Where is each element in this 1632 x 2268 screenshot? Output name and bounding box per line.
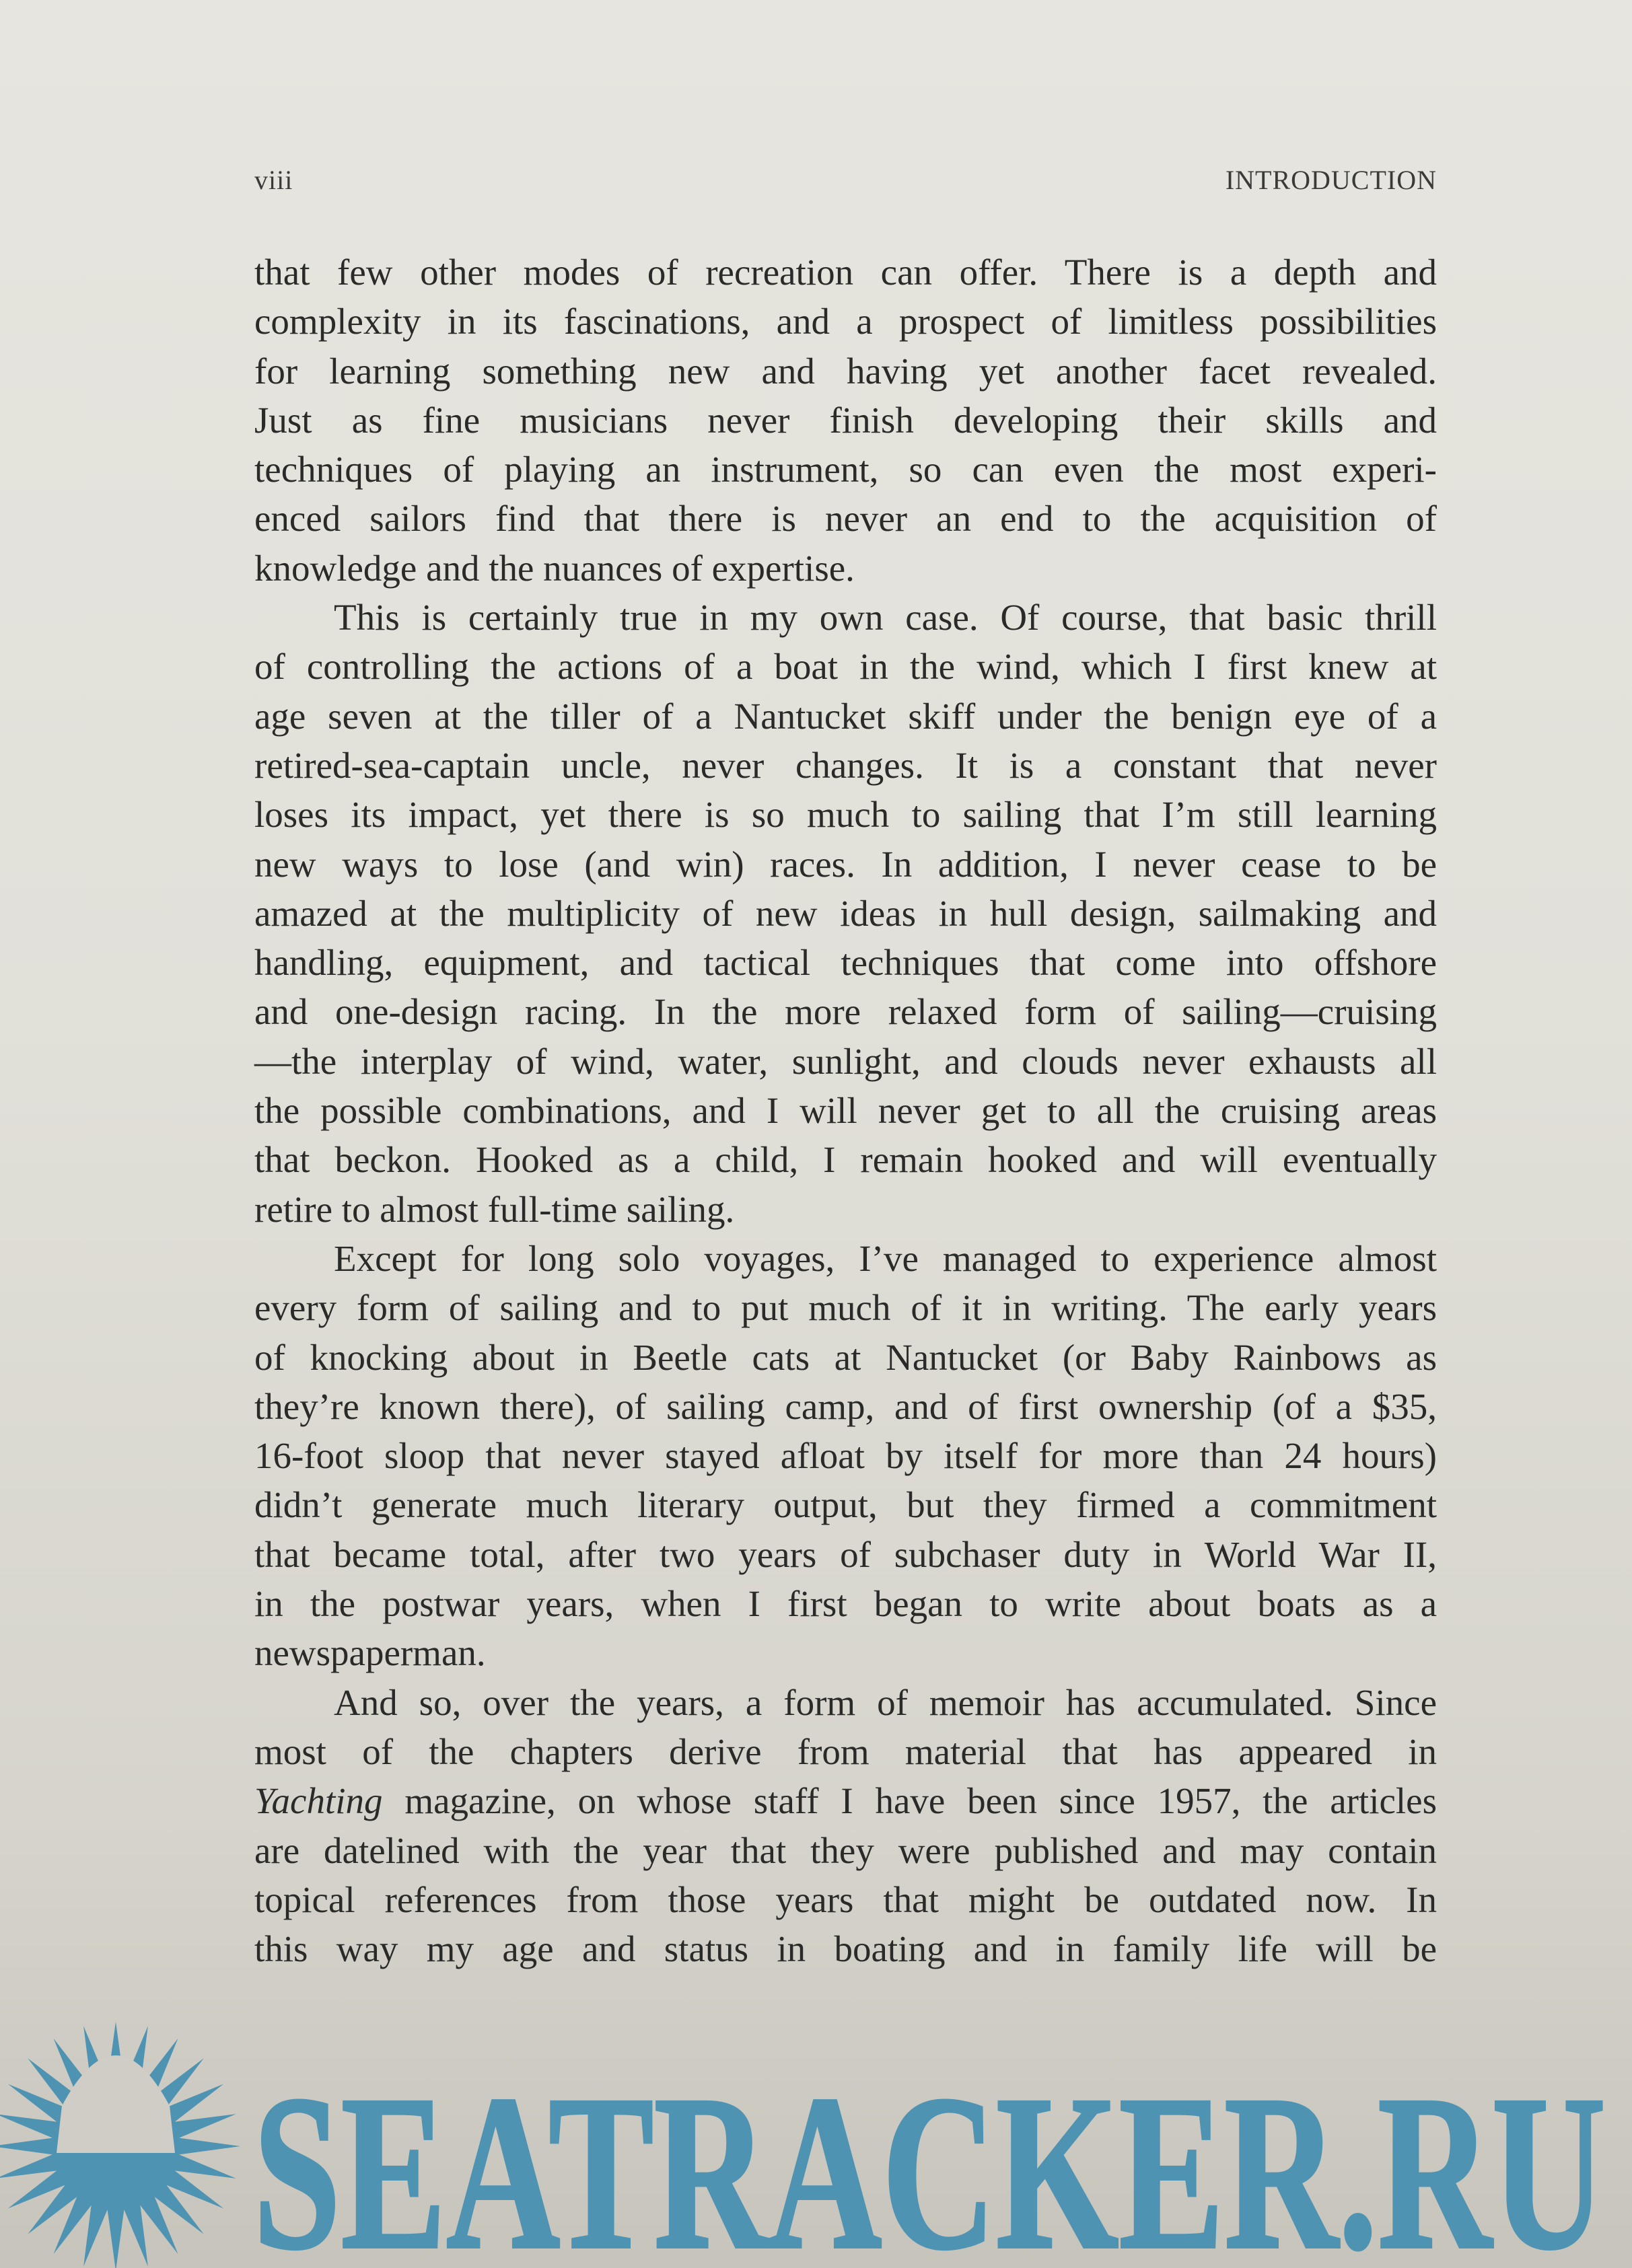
running-head: INTRODUCTION: [1225, 165, 1437, 195]
text-line: new ways to lose (and win) races. In addition, I never cease to be: [254, 843, 1437, 885]
text-line: 16-foot sloop that never stayed afloat by itself for more than 24 hours): [254, 1435, 1437, 1477]
text-line: that became total, after two years of subchaser duty in World War II,: [254, 1533, 1437, 1575]
text-line: techniques of playing an instrument, so can even the most experi-: [254, 449, 1437, 490]
text-line: for learning something new and having yet another facet revealed.: [254, 350, 1437, 392]
text-line: of knocking about in Beetle cats at Nantucket (or Baby Rainbows as: [254, 1336, 1437, 1378]
watermark-logo: [0, 2008, 1632, 2268]
text-line: handling, equipment, and tactical techniques that come into offshore: [254, 942, 1437, 984]
text-line: the possible combinations, and I will never get to all the cruising areas: [254, 1090, 1437, 1132]
text-line: retire to almost full-time sailing.: [254, 1188, 735, 1230]
body-text: [254, 248, 1437, 1973]
text-line: Except for long solo voyages, I’ve managed to experience almost: [334, 1237, 1437, 1279]
page-number: viii: [254, 165, 293, 195]
text-line: age seven at the tiller of a Nantucket skiff under the benign eye of a: [254, 695, 1437, 737]
text-line: loses its impact, yet there is so much to sailing that I’m still learning: [254, 794, 1437, 836]
text-line: Just as fine musicians never finish developing their skills and: [254, 399, 1437, 441]
text-line: retired-sea-captain uncle, never changes. It is a constant that never: [254, 744, 1437, 786]
text-line: complexity in its fascinations, and a prospect of limitless possibilities: [254, 301, 1437, 342]
text-line: that few other modes of recreation can offer. There is a depth and: [254, 252, 1437, 293]
text-line: topical references from those years that might be outdated now. In: [254, 1878, 1437, 1920]
watermark-text: SEATRACKER.RU: [253, 2050, 1606, 2268]
text-line: [254, 1776, 1437, 1825]
text-line: newspaperman.: [254, 1632, 486, 1674]
sun-icon: [0, 2022, 240, 2268]
text-line: —the interplay of wind, water, sunlight, and clouds never exhausts all: [254, 1040, 1437, 1082]
text-line: And so, over the years, a form of memoir has accumulated. Since: [334, 1681, 1437, 1723]
text-line: this way my age and status in boating and in family life will be: [254, 1928, 1437, 1970]
text-line: most of the chapters derive from material that has appeared in: [254, 1730, 1437, 1772]
text-line: didn’t generate much literary output, but they firmed a commitment: [254, 1484, 1437, 1526]
italic-title: Yachting: [254, 1780, 383, 1822]
text-line: knowledge and the nuances of expertise.: [254, 547, 855, 589]
text-line: enced sailors find that there is never an end to the acquisition of: [254, 498, 1437, 540]
text-line: This is certainly true in my own case. Of course, that basic thrill: [334, 597, 1437, 638]
text-line: of controlling the actions of a boat in the wind, which I first knew at: [254, 646, 1437, 688]
text-line: are datelined with the year that they were published and may contain: [254, 1829, 1437, 1871]
text-line: they’re known there), of sailing camp, and of first ownership (of a $35,: [254, 1385, 1437, 1427]
text-line: in the postwar years, when I first began to write about boats as a: [254, 1583, 1437, 1625]
text-line: and one-design racing. In the more relaxed form of sailing—cruising: [254, 991, 1437, 1033]
text-line: every form of sailing and to put much of it in writing. The early years: [254, 1287, 1437, 1329]
text-line: that beckon. Hooked as a child, I remain hooked and will eventually: [254, 1139, 1437, 1181]
text-line: amazed at the multiplicity of new ideas in hull design, sailmaking and: [254, 892, 1437, 934]
text-segment: magazine, on whose staff I have been since 1957, the articles: [382, 1780, 1437, 1822]
